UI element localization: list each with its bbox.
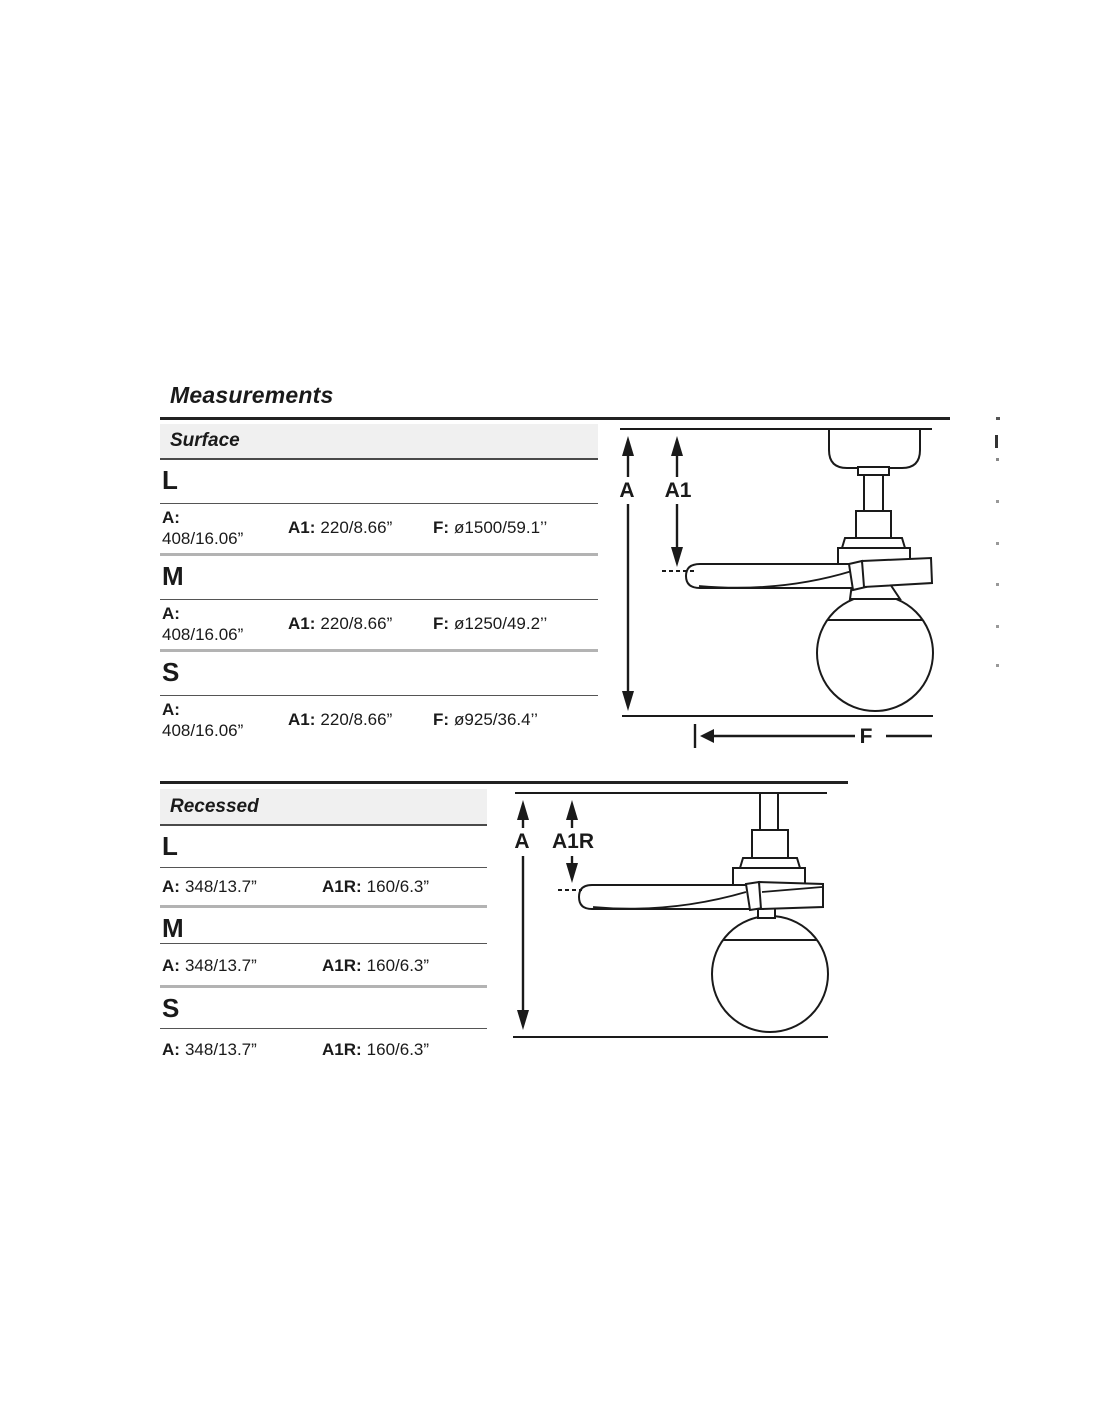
surface-size-heading-s <box>160 652 598 696</box>
size-label: S <box>162 657 180 687</box>
edge-artifact <box>996 664 999 667</box>
arrowhead-up <box>622 436 634 456</box>
surface-size-heading-l <box>160 460 598 504</box>
surface-size-heading-m <box>160 556 598 600</box>
recessed-header-bar <box>160 789 487 826</box>
globe-light <box>712 916 828 1032</box>
dimension-a1r: A1R: 160/6.3” <box>322 1040 430 1059</box>
size-label: S <box>162 993 180 1023</box>
recessed-measurements-table <box>160 789 487 1069</box>
size-label: L <box>162 831 178 861</box>
globe-light <box>817 595 933 711</box>
surface-row-s <box>160 696 598 748</box>
dimension-a: A: 348/13.7” <box>162 1040 257 1059</box>
dimension-f: F: ø1250/49.2’’ <box>433 614 548 633</box>
dimension-a: A: 348/13.7” <box>162 877 257 896</box>
dimension-a1: A1: 220/8.66” <box>288 518 393 537</box>
dimension-a: A: 408/16.06” <box>162 604 244 644</box>
edge-artifact <box>996 625 999 628</box>
motor-flange <box>740 858 800 868</box>
right-blade <box>759 882 823 909</box>
downrod <box>760 793 778 830</box>
arrowhead-up <box>566 800 578 820</box>
surface-header-bar <box>160 424 598 460</box>
recessed-size-heading-l <box>160 826 487 868</box>
surface-measurements-table <box>160 424 598 748</box>
size-label: L <box>162 465 178 495</box>
recessed-row-m <box>160 944 487 988</box>
dimension-a1: A1: 220/8.66” <box>288 614 393 633</box>
surface-row-l <box>160 504 598 556</box>
size-label: M <box>162 561 184 591</box>
dimension-a: A: 408/16.06” <box>162 700 244 740</box>
dimension-a: A: 408/16.06” <box>162 508 244 548</box>
dimension-a1r: A1R: 160/6.3” <box>322 956 430 975</box>
arrowhead-up <box>517 800 529 820</box>
page-title: Measurements <box>170 382 334 408</box>
dimension-a1: A1: 220/8.66” <box>288 710 393 729</box>
canopy <box>829 429 920 468</box>
edge-artifact <box>995 435 998 448</box>
label-a: A <box>619 479 635 502</box>
edge-artifact <box>996 542 999 545</box>
motor-flange <box>842 538 905 548</box>
label-a1: A1 <box>664 479 692 502</box>
left-blade <box>686 564 853 588</box>
dimension-f: F: ø1500/59.1’’ <box>433 518 548 537</box>
surface-mount-fan-diagram <box>600 410 1000 755</box>
recessed-mount-fan-diagram <box>490 780 860 1050</box>
arrowhead-down <box>622 691 634 711</box>
recessed-size-heading-s <box>160 988 487 1029</box>
arrowhead-up <box>671 436 683 456</box>
dimension-a: A: 348/13.7” <box>162 956 257 975</box>
dimension-a1r: A1R: 160/6.3” <box>322 877 430 896</box>
label-a1r: A1R <box>551 830 595 853</box>
label-f: F <box>859 725 873 748</box>
edge-artifact <box>996 500 999 503</box>
dimension-f: F: ø925/36.4’’ <box>433 710 538 729</box>
right-blade <box>862 558 932 587</box>
surface-header-label: Surface <box>170 430 240 451</box>
recessed-size-heading-m <box>160 908 487 944</box>
recessed-row-s <box>160 1029 487 1069</box>
fan-outline <box>620 429 933 716</box>
edge-artifact <box>996 417 1000 420</box>
label-a: A <box>514 830 530 853</box>
canopy-collar <box>858 467 889 475</box>
recessed-header-label: Recessed <box>170 795 259 817</box>
arrowhead-down <box>566 863 578 883</box>
rod-coupler <box>752 830 788 858</box>
arrowhead-down <box>517 1010 529 1030</box>
edge-artifact <box>996 458 999 461</box>
recessed-row-l <box>160 868 487 908</box>
surface-row-m <box>160 600 598 652</box>
arrowhead-down <box>671 547 683 567</box>
arrowhead-left <box>700 729 714 743</box>
edge-artifact <box>996 583 999 586</box>
size-label: M <box>162 913 184 943</box>
rod-coupler <box>856 511 891 538</box>
left-blade <box>579 885 763 909</box>
